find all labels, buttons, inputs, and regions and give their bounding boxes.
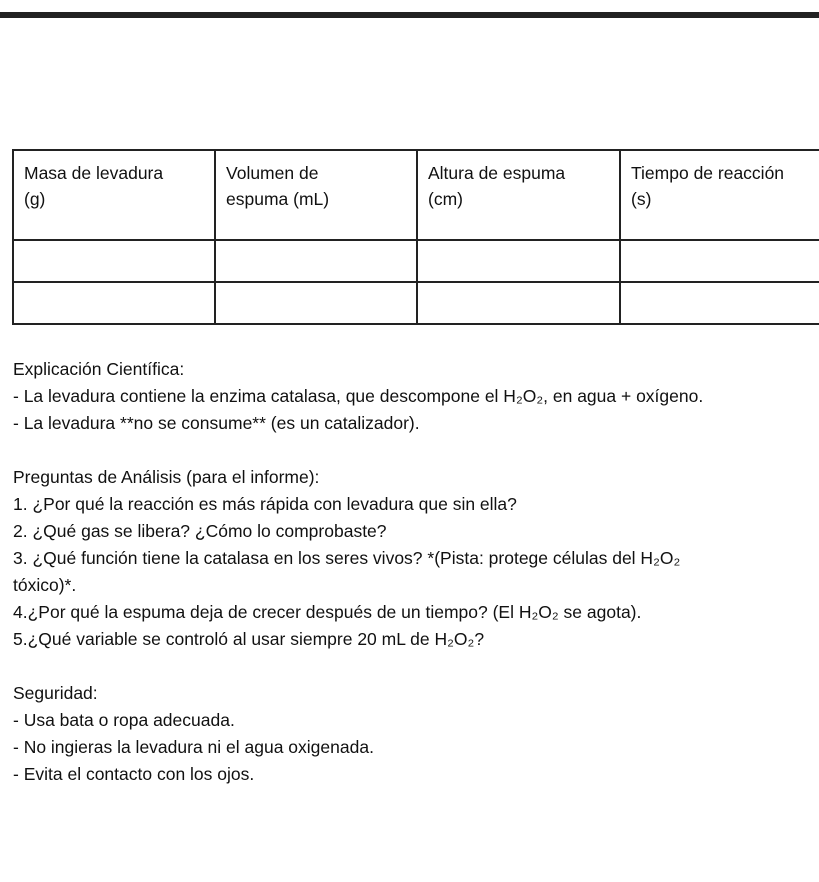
table-row <box>13 282 819 324</box>
table-cell[interactable] <box>13 282 215 324</box>
pregunta-line: 4.¿Por qué la espuma deja de crecer después de un tiempo? (El H₂O₂ se agota). <box>13 602 642 622</box>
explicacion-line: - La levadura contiene la enzima catalasa, que descompone el H₂O₂, en agua + oxígeno. <box>13 386 704 406</box>
header-tiempo-line1: Tiempo de reacción <box>631 163 785 183</box>
header-tiempo-line2: (s) <box>631 189 652 209</box>
top-divider <box>0 12 819 18</box>
pregunta-line: 3. ¿Qué función tiene la catalasa en los seres vivos? *(Pista: protege células del H₂O₂ <box>13 548 681 568</box>
seguridad-line: - Usa bata o ropa adecuada. <box>13 710 235 730</box>
table-cell[interactable] <box>620 240 819 282</box>
table-cell[interactable] <box>215 240 417 282</box>
document-body <box>13 356 813 788</box>
table-row <box>13 240 819 282</box>
header-masa-line1: Masa de levadura <box>24 163 164 183</box>
spacer <box>13 437 813 464</box>
table-cell[interactable] <box>620 282 819 324</box>
table-cell[interactable] <box>417 282 620 324</box>
header-cell-altura <box>417 150 620 240</box>
header-cell-volumen <box>215 150 417 240</box>
pregunta-line: 2. ¿Qué gas se libera? ¿Cómo lo comprobaste? <box>13 521 387 541</box>
header-volumen-line1: Volumen de <box>226 163 319 183</box>
seguridad-title: Seguridad: <box>13 683 98 703</box>
seguridad-line: - Evita el contacto con los ojos. <box>13 764 255 784</box>
header-altura-line1: Altura de espuma <box>428 163 566 183</box>
pregunta-line: tóxico)*. <box>13 575 77 595</box>
table-cell[interactable] <box>417 240 620 282</box>
header-masa-line2: (g) <box>24 189 46 209</box>
pregunta-line: 5.¿Qué variable se controló al usar siempre 20 mL de H₂O₂? <box>13 629 485 649</box>
table-cell[interactable] <box>215 282 417 324</box>
spacer <box>13 653 813 680</box>
explicacion-title: Explicación Científica: <box>13 359 185 379</box>
header-volumen-line2: espuma (mL) <box>226 189 330 209</box>
header-cell-tiempo <box>620 150 819 240</box>
header-cell-masa <box>13 150 215 240</box>
seguridad-line: - No ingieras la levadura ni el agua oxigenada. <box>13 737 374 757</box>
pregunta-line: 1. ¿Por qué la reacción es más rápida con levadura que sin ella? <box>13 494 517 514</box>
header-altura-line2: (cm) <box>428 189 463 209</box>
results-table <box>12 149 819 325</box>
explicacion-line: - La levadura **no se consume** (es un catalizador). <box>13 413 420 433</box>
preguntas-title: Preguntas de Análisis (para el informe): <box>13 467 320 487</box>
table-cell[interactable] <box>13 240 215 282</box>
table-header-row <box>13 150 819 240</box>
